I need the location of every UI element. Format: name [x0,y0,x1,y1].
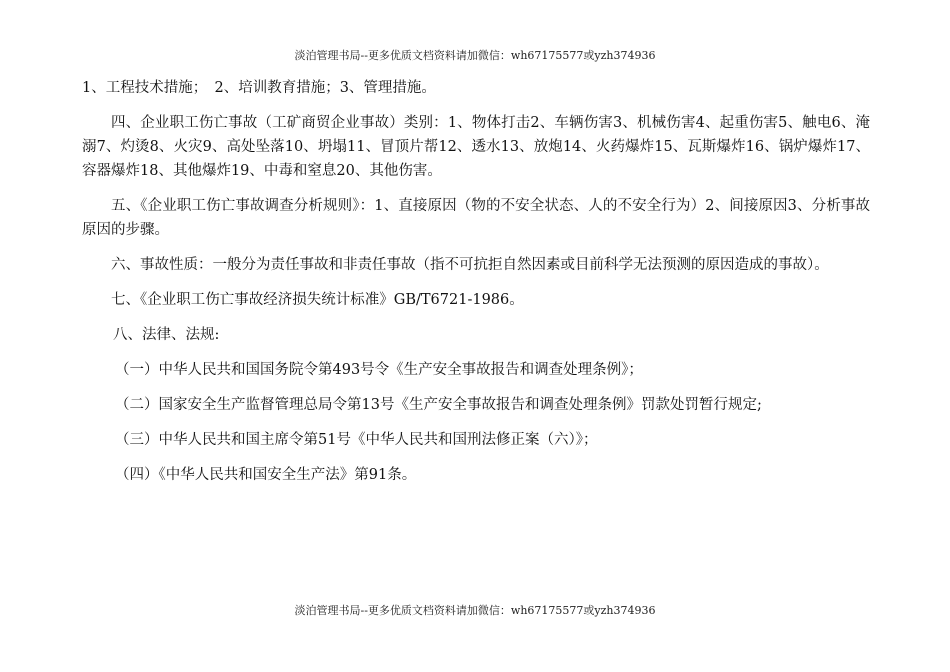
document-body [82,76,870,498]
running-footer: 淡泊管理书局--更多优质文档资料请加微信：wh67175577或yzh374936 [294,604,656,617]
paragraph-laws-heading: 八、法律、法规: [113,327,220,343]
paragraph-safety-measures: 1、工程技术措施； 2、培训教育措施；3、管理措施。 [82,80,436,96]
law-item-3: （三）中华人民共和国主席令第51号《中华人民共和国刑法修正案（六）》； [115,432,598,448]
law-item-2: （二）国家安全生产监督管理总局令第13号《生产安全事故报告和调查处理条例》罚款处罚暂行规定; [115,397,762,413]
paragraph-investigation-rules: 五、《企业职工伤亡事故调查分析规则》：1、直接原因（物的不安全状态、人的不安全行为）2、间接原因3、分析事故原因的步骤。 [82,198,870,238]
paragraph-accident-nature: 六、事故性质：一般分为责任事故和非责任事故（指不可抗拒自然因素或目前科学无法预测的原因造成的事故）。 [111,257,829,273]
running-header: 淡泊管理书局--更多优质文档资料请加微信：wh67175577或yzh374936 [294,49,656,62]
law-item-4: （四）《中华人民共和国安全生产法》第91条。 [115,467,417,483]
law-item-1: （一）中华人民共和国国务院令第493号令《生产安全事故报告和调查处理条例》； [115,362,643,378]
paragraph-accident-categories: 四、企业职工伤亡事故（工矿商贸企业事故）类别：1、物体打击2、车辆伤害3、机械伤害4、起重伤害5、触电6、淹溺7、灼烫8、火灾9、高处坠落10、坍塌11、冒顶片帮12、透水13、放炮14、火药爆炸15、瓦斯爆炸16、锅炉爆炸17、容器爆炸18、其他爆炸19、中毒和窒息20、其他伤害。 [82,115,870,179]
paragraph-loss-standard: 七、《企业职工伤亡事故经济损失统计标准》GB/T6721-1986。 [111,292,524,308]
